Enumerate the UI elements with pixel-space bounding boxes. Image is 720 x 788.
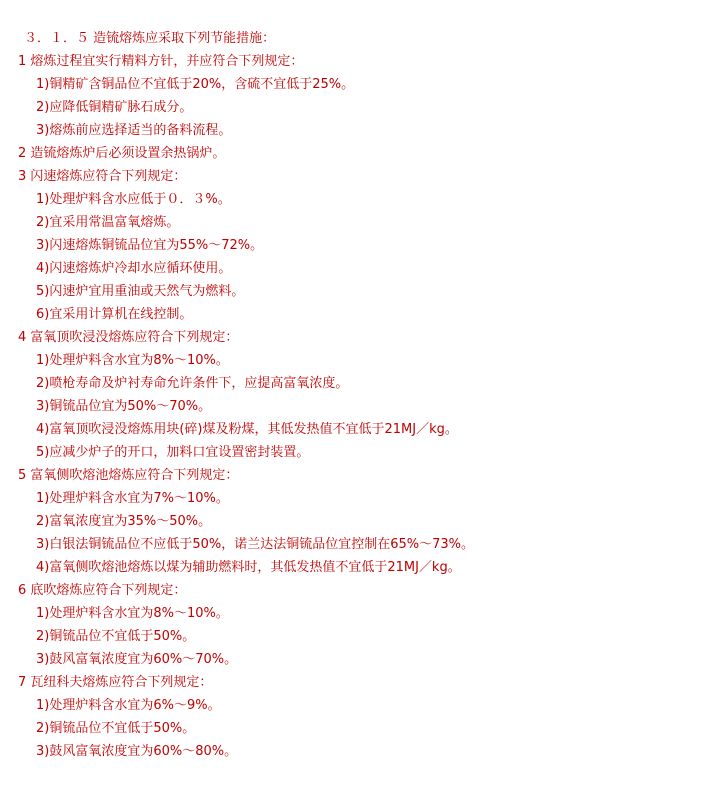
clause-3: 3 闪速熔炼应符合下列规定： bbox=[18, 169, 187, 184]
clause-6: 6 底吹熔炼应符合下列规定： bbox=[18, 583, 187, 598]
clause-5-item-1: 1)处理炉料含水宜为7%～10%。 bbox=[36, 491, 229, 506]
clause-7-item-2: 2)铜锍品位不宜低于50%。 bbox=[36, 721, 196, 736]
clause-3-item-5: 5)闪速炉宜用重油或天然气为燃料。 bbox=[36, 284, 245, 299]
clause-3-item-4: 4)闪速熔炼炉冷却水应循环使用。 bbox=[36, 261, 232, 276]
clause-7-item-1: 1)处理炉料含水宜为6%～9%。 bbox=[36, 698, 221, 713]
clause-6-item-3: 3)鼓风富氧浓度宜为60%～70%。 bbox=[36, 652, 238, 667]
clause-5-item-4: 4)富氧侧吹熔池熔炼以煤为辅助燃料时，其低发热值不宜低于21MJ／kg。 bbox=[36, 560, 461, 575]
clause-3-item-1: 1)处理炉料含水应低于０．３%。 bbox=[36, 192, 231, 207]
clause-3-item-6: 6)宜采用计算机在线控制。 bbox=[36, 307, 193, 322]
clause-5-item-3: 3)白银法铜锍品位不应低于50%，诺兰达法铜锍品位宜控制在65%～73%。 bbox=[36, 537, 475, 552]
clause-1-item-3: 3)熔炼前应选择适当的备料流程。 bbox=[36, 123, 232, 138]
clause-6-item-1: 1)处理炉料含水宜为8%～10%。 bbox=[36, 606, 229, 621]
clause-4: 4 富氧顶吹浸没熔炼应符合下列规定： bbox=[18, 330, 239, 345]
clause-3-item-2: 2)宜采用常温富氧熔炼。 bbox=[36, 215, 180, 230]
clause-1-item-1: 1)铜精矿含铜品位不宜低于20%，含硫不宜低于25%。 bbox=[36, 77, 355, 92]
clause-4-item-1: 1)处理炉料含水宜为8%～10%。 bbox=[36, 353, 229, 368]
clause-3-item-3: 3)闪速熔炼铜锍品位宜为55%～72%。 bbox=[36, 238, 264, 253]
clause-4-item-5: 5)应减少炉子的开口，加料口宜设置密封装置。 bbox=[36, 445, 310, 460]
clause-4-item-3: 3)铜锍品位宜为50%～70%。 bbox=[36, 399, 212, 414]
clause-2: 2 造锍熔炼炉后必须设置余热锅炉。 bbox=[18, 146, 226, 161]
section-heading: ３．１．５ 造锍熔炼应采取下列节能措施： bbox=[24, 31, 276, 46]
clause-7-item-3: 3)鼓风富氧浓度宜为60%～80%。 bbox=[36, 744, 238, 759]
clause-1-item-2: 2)应降低铜精矿脉石成分。 bbox=[36, 100, 193, 115]
clause-5-item-2: 2)富氧浓度宜为35%～50%。 bbox=[36, 514, 212, 529]
clause-7: 7 瓦纽科夫熔炼应符合下列规定： bbox=[18, 675, 213, 690]
clause-4-item-4: 4)富氧顶吹浸没熔炼用块(碎)煤及粉煤，其低发热值不宜低于21MJ／kg。 bbox=[36, 422, 458, 437]
clause-5: 5 富氧侧吹熔池熔炼应符合下列规定： bbox=[18, 468, 239, 483]
clause-1: 1 熔炼过程宜实行精料方针，并应符合下列规定： bbox=[18, 54, 304, 69]
clause-4-item-2: 2)喷枪寿命及炉衬寿命允许条件下，应提高富氧浓度。 bbox=[36, 376, 349, 391]
clause-6-item-2: 2)铜锍品位不宜低于50%。 bbox=[36, 629, 196, 644]
